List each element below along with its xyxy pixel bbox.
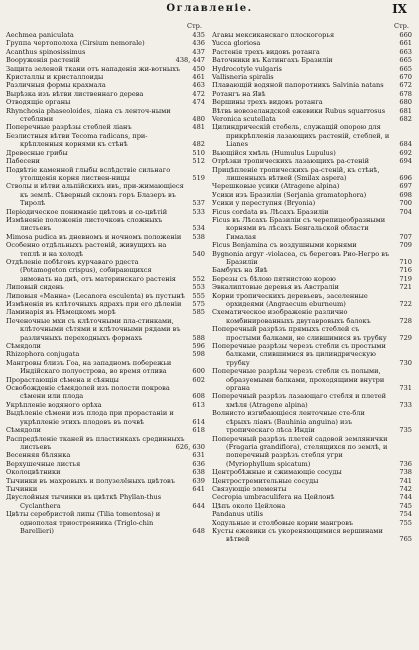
toc-entry-title: Черешковые усики (Atragene alpina)	[212, 182, 340, 191]
toc-entry-page: 719	[399, 274, 412, 283]
toc-entry-title: Корни тропическихъ деревьевъ, заселенные орхидеями (Angraecum eburneum)	[212, 291, 368, 308]
toc-entry	[212, 216, 412, 241]
toc-entry-title: Цѣпъ около Цейлона	[212, 501, 286, 510]
toc-entry-title: Липовый сидень	[6, 283, 64, 292]
toc-entry-title: Весенняя бѣлянка	[6, 451, 71, 460]
toc-entry-page: 672	[399, 81, 412, 90]
toc-entry-title: Центробѣжные и сжимающіе сосуды	[212, 468, 342, 477]
toc-entry-title: Тычинки	[6, 484, 38, 493]
toc-entry-title: Различныя формы крахмала	[6, 81, 106, 90]
toc-entry-page: 636	[192, 459, 205, 468]
toc-entry	[6, 317, 205, 342]
toc-entry-page: 588	[192, 333, 205, 342]
toc-entry-title: Ficus Benjamina съ воздушными корнями	[212, 241, 357, 250]
right-entry-list	[212, 31, 412, 544]
toc-entry-title: Вооруженія растеній	[6, 56, 80, 65]
toc-entry-page: 474	[192, 98, 205, 107]
toc-entry-page: 754	[399, 510, 412, 519]
right-column-label: Стр.	[393, 22, 409, 30]
toc-entry-title: Acanthus spinosissimus	[6, 47, 86, 56]
toc-entry-title: Плавающій водяной папоротникъ Salvinia natans	[212, 81, 384, 90]
toc-entry	[212, 115, 412, 123]
toc-entry-title: Вѣтвь новозеландской ежевики Rubus squarrosus	[212, 106, 386, 115]
toc-entry-title: Ваточники въ Катингахъ Бразиліи	[212, 56, 333, 65]
toc-entry	[6, 384, 205, 401]
left-column-label: Стр.	[186, 22, 202, 30]
toc-entry-page: 461	[192, 73, 205, 82]
toc-entry	[212, 208, 412, 216]
toc-entry-page: 692	[399, 148, 412, 157]
toc-entry	[6, 132, 205, 149]
toc-entry-page: 710	[399, 257, 412, 266]
toc-entry-page: 438, 447	[175, 56, 205, 65]
toc-entry	[6, 233, 205, 241]
toc-entry	[6, 166, 205, 183]
toc-entry-title: Поперечные разрѣзы черезъ стебли съ полыми, образуемыми балками, проходящими внутри органа	[212, 367, 385, 393]
toc-entry-page: 731	[399, 384, 412, 393]
left-entry-list	[6, 31, 205, 535]
toc-entry-page: 741	[399, 476, 412, 485]
toc-entry-title: Мангровы близъ Гоа, на западномъ побережьи Индійскаго полуострова, во время отлива	[6, 358, 172, 376]
toc-entry-title: Cecropia umbraculifera на Цейлонѣ	[212, 493, 335, 502]
toc-entry-page: 696	[399, 173, 412, 182]
toc-entry	[6, 510, 205, 535]
toc-entry-title: Околоцвѣтники	[6, 468, 61, 477]
toc-entry-title: Эвкалиптовые деревья въ Австраліи	[212, 283, 339, 292]
toc-entry-title: Сѣмядоли	[6, 426, 41, 435]
toc-entry-title: Распредѣленіе тканей въ пластинкахъ срединныхъ листьевъ	[6, 434, 185, 451]
toc-entry-title: Сѣмядоли	[6, 342, 41, 351]
toc-entry	[6, 56, 205, 64]
toc-entry-page: 704	[399, 207, 412, 216]
toc-entry-title: Вьющійся хмѣль (Humulus Lupulus)	[212, 148, 336, 157]
toc-entry-page: 733	[399, 400, 412, 409]
toc-entry-title: Yucca gloriosa	[212, 39, 261, 48]
toc-entry	[212, 485, 412, 493]
right-column	[212, 22, 412, 544]
toc-entry	[212, 166, 412, 183]
toc-entry-title: Поперечные разрѣзы черезъ стебли съ простыми балками, слившимися въ цилиндрическую трубку	[212, 342, 386, 367]
toc-entry-page: 626, 630	[175, 442, 205, 451]
toc-entry-title: Растенія трехъ видовъ ротанга	[212, 47, 320, 56]
toc-entry-page: 585	[192, 308, 205, 317]
toc-entry-page: 728	[399, 316, 412, 325]
toc-entry-title: Цвѣты серебристой липы (Tilia tomentosa) и однополая триостренника (Triglo-chin Barellieri)	[6, 510, 161, 535]
toc-entry-page: 534	[192, 224, 205, 233]
toc-entry-title: Измѣненіе положенія листочковъ сложныхъ листьевъ	[6, 215, 163, 233]
toc-entry	[6, 468, 205, 476]
toc-entry	[6, 208, 205, 216]
toc-entry	[6, 485, 205, 493]
toc-entry-title: Печеночные мхи съ клѣточными пла-стинками, клѣточными сѣтями и клѣточными рядами въ различныхъ переходныхъ формахъ	[6, 316, 181, 342]
toc-entry	[212, 342, 412, 367]
toc-entry-page: 575	[192, 300, 205, 308]
toc-entry-title: Прорастающія сѣмена и сѣянцы	[6, 375, 119, 384]
toc-entry-page: 538	[192, 232, 205, 241]
toc-entry	[212, 435, 412, 469]
toc-entry-title: Отдѣленіе побѣговъ курчаваго рдеста (Potamogeton crispus), собирающихся зимовать на днѣ, отъ материнскаго растенія	[6, 257, 176, 283]
toc-entry	[6, 31, 205, 39]
toc-entry	[212, 81, 412, 89]
toc-entry-title: Усики изъ Бразиліи (Serjania gramatophora)	[212, 190, 367, 199]
toc-entry	[212, 56, 412, 64]
toc-entry	[212, 90, 412, 98]
toc-entry	[212, 65, 412, 73]
toc-entry	[212, 392, 412, 409]
toc-entry-page: 670	[399, 73, 412, 82]
toc-entry-title: Подвѣтіе каменной глыбы вслѣдствіе сильнаго утолщенія корня листвен-ницы	[6, 165, 171, 182]
toc-entry	[212, 292, 412, 309]
toc-entry	[6, 493, 205, 510]
toc-entry	[6, 350, 205, 358]
toc-entry-title: Тычинки въ махровыхъ и полузелёныхъ цвѣтовъ	[6, 476, 175, 485]
toc-entry	[6, 342, 205, 350]
toc-entry	[212, 241, 412, 249]
toc-entry-page: 755	[399, 518, 412, 527]
toc-entry-page: 644	[192, 501, 205, 510]
toc-entry-page: 648	[192, 526, 205, 535]
toc-entry-page: 537	[192, 199, 205, 208]
toc-entry	[6, 98, 205, 106]
toc-entry-title: Pandanus utilis	[212, 510, 264, 519]
toc-entry-page: 680	[399, 98, 412, 107]
toc-entry-title: Отрѣзки тропическихъ лазающихъ ра-стеній	[212, 157, 370, 166]
toc-entry-title: Освобожденіе сѣмядолей изъ полости покрова сѣмени или плода	[6, 384, 170, 401]
toc-entry	[212, 107, 412, 115]
toc-entry	[212, 477, 412, 485]
page-title: Оглавленіе.	[166, 3, 253, 14]
page-header	[0, 3, 419, 19]
toc-entry	[6, 123, 205, 131]
toc-entry	[6, 460, 205, 468]
toc-entry	[212, 39, 412, 47]
toc-entry-title: Бамбукъ на Явѣ	[212, 266, 268, 275]
toc-entry-page: 716	[399, 266, 412, 275]
toc-entry-title: Поперечные разрѣзы стеблей ліанъ	[6, 123, 132, 132]
toc-entry-title: Ficus cordata въ Лѣсахъ Бразиліи	[212, 207, 329, 216]
toc-entry-title: Кусты ежевики съ укореняющимися вершинами вѣтвей	[212, 526, 383, 544]
toc-entry-page: 480	[192, 115, 205, 124]
toc-entry-title: Вырѣзка изъ вѣтви лиственнаго дерева	[6, 89, 144, 98]
toc-entry-page: 450	[192, 64, 205, 73]
toc-entry-title: Вершины трехъ видовъ ротанга	[212, 98, 323, 107]
toc-entry	[212, 527, 412, 544]
toc-entry-title: Защита зеленой ткани отъ нападенія жи-вотныхъ	[6, 64, 181, 73]
toc-entry-page: 730	[399, 358, 412, 367]
toc-entry-page: 697	[399, 182, 412, 191]
toc-entry-title: Древесные грибы	[6, 148, 68, 157]
toc-entry	[6, 401, 205, 409]
toc-entry-page: 436	[192, 39, 205, 48]
toc-entry-page: 482	[192, 140, 205, 149]
toc-entry-title: Группа чертополоха (Cirsium nemorale)	[6, 39, 145, 48]
toc-entry-title: Hydrocotyle vulgaris	[212, 64, 282, 73]
toc-entry	[212, 73, 412, 81]
toc-entry	[6, 65, 205, 73]
toc-entry-title: Безлистныя вѣтви Tecoma radicans, при-крѣпленныя корнями къ стѣнѣ	[6, 131, 148, 149]
toc-entry	[212, 191, 412, 199]
toc-entry-page: 510	[192, 148, 205, 157]
toc-entry-page: 745	[399, 501, 412, 510]
toc-entry-title: Волнисто изгибающіеся ленточные сте-бли сѣрыхъ ліанъ (Bauhinia anguina) изъ тропическаго лѣса Индіи	[212, 409, 365, 435]
toc-entry-page: 540	[192, 249, 205, 258]
toc-entry-title: Ходульные и столбовые корни мангровъ	[212, 518, 354, 527]
toc-entry-title: Березы съ бѣлою пятнистою корою	[212, 274, 336, 283]
toc-entry-title: Агавы мексиканскаго плоскогорья	[212, 31, 335, 39]
toc-entry	[212, 182, 412, 190]
toc-entry-page: 437	[192, 47, 205, 56]
toc-entry-title: Связующіе элементы	[212, 484, 287, 493]
toc-entry-title: Rhynchosia phaseoloides, ліана съ ленточ-ными стеблями	[6, 106, 171, 124]
toc-entry-title: Поперечный разрѣзъ прямыхъ стеблей съ простыми балками, не слившимися въ трубку	[212, 325, 387, 342]
toc-entry-page: 735	[399, 426, 412, 435]
toc-entry	[212, 98, 412, 106]
toc-entry-page: 678	[399, 89, 412, 98]
toc-entry-title: Отводящіе органы	[6, 98, 71, 107]
toc-entry	[6, 39, 205, 47]
toc-entry-page: 660	[399, 31, 412, 39]
toc-entry	[212, 308, 412, 325]
toc-entry-title: Схематическое изображеніе различно комбинированныхъ двутавровыхъ балокъ	[212, 308, 371, 325]
toc-entry	[212, 275, 412, 283]
toc-entry-page: 519	[192, 173, 205, 182]
toc-entry-title: Bygnonia argyr -violacea, съ береговъ Рио-Негро въ Бразиліи	[212, 249, 390, 266]
toc-entry	[212, 325, 412, 342]
toc-entry	[212, 123, 412, 148]
toc-entry	[6, 81, 205, 89]
toc-entry-title: Прицѣпленіе тропическихъ ра-стеній, къ стѣнѣ, лишенныхъ вѣтвей (Smilax aspera)	[212, 165, 380, 182]
toc-entry	[6, 435, 205, 452]
toc-entry-page: 700	[399, 199, 412, 208]
toc-entry-title: Стволы и вѣтви альпійскихъ ивъ, при-жимающіеся къ землѣ. Сѣверный склонъ горъ Блазеръ въ Тиролѣ	[6, 182, 184, 208]
toc-entry-title: Усики у переступня (Bryonia)	[212, 199, 316, 208]
toc-entry	[6, 308, 205, 316]
toc-entry-title: Измѣненія въ клѣточныхъ ядрахъ при его дѣленіи	[6, 300, 182, 308]
toc-entry	[6, 182, 205, 207]
toc-entry-page: 641	[192, 484, 205, 493]
toc-entry-title: Верхушечные листья	[6, 459, 81, 468]
toc-entry-title: Цилиндрическій стебель, служащій опорою для прикрѣпленія лазающихъ растеній, стеблей, и Lianes	[212, 123, 390, 149]
toc-entry	[212, 31, 412, 39]
toc-entry-title: Укрѣпленіе водяного орѣха	[6, 400, 102, 409]
toc-entry-title: Vallisneria spiralis	[212, 73, 274, 82]
toc-entry-page: 744	[399, 493, 412, 502]
toc-entry	[6, 241, 205, 258]
toc-entry-page: 665	[399, 64, 412, 73]
toc-entry-title: Aechmea paniculata	[6, 31, 74, 39]
toc-entry-title: Mimosa pudica въ дневномъ и ночномъ положеніи	[6, 232, 182, 241]
toc-entry	[6, 292, 205, 300]
toc-entry-title: Veronica scutellata	[212, 115, 276, 124]
toc-entry-title: Двуслойныя тычинки въ цвѣткѣ Phyllan-thus Cyclanthera	[6, 493, 162, 510]
toc-entry-page: 682	[399, 115, 412, 124]
toc-entry	[212, 283, 412, 291]
toc-entry-page: 435	[192, 31, 205, 39]
toc-entry	[6, 409, 205, 426]
toc-entry-page: 472	[192, 89, 205, 98]
toc-entry-title: Поперечный разрѣзъ плетей садовой землянички (Fragaria grandiflora), стелящихся по землѣ, и поперечный разрѣзъ стебля угри (Myriophyllum spicatum)	[212, 434, 388, 468]
toc-entry	[6, 149, 205, 157]
toc-entry-page: 729	[399, 333, 412, 342]
toc-entry-page: 555	[192, 291, 205, 300]
toc-entry-title: Ficus въ Лѣсахъ Бразиліи съ черепицеобразными корнями въ лѣсахъ Бенгальской области Гималая	[212, 215, 386, 241]
toc-entry	[6, 376, 205, 384]
toc-entry-page: 600	[192, 367, 205, 376]
toc-entry-page: 512	[192, 157, 205, 166]
toc-entry-title: Rhizophora conjugata	[6, 350, 80, 359]
toc-entry	[212, 199, 412, 207]
toc-entry-page: 738	[399, 468, 412, 477]
toc-entry	[212, 250, 412, 267]
toc-entry	[212, 266, 412, 274]
toc-entry-page: 598	[192, 350, 205, 359]
toc-entry-page: 602	[192, 375, 205, 384]
toc-entry	[6, 283, 205, 291]
page-number: IX	[392, 2, 407, 16]
toc-entry-title: Пабесени	[6, 157, 40, 166]
toc-entry-page: 707	[399, 232, 412, 241]
toc-entry-title: Липовыя «Манна» (Lecanora esculenta) въ пустынѣ	[6, 291, 185, 300]
toc-entry	[6, 300, 205, 308]
toc-entry-page: 631	[192, 451, 205, 460]
toc-entry-page: 721	[399, 283, 412, 292]
toc-entry-page: 618	[192, 426, 205, 435]
toc-entry	[212, 367, 412, 392]
toc-entry-page: 765	[399, 535, 412, 544]
toc-entry	[6, 73, 205, 81]
toc-entry-page: 639	[192, 476, 205, 485]
toc-entry-page: 552	[192, 274, 205, 283]
toc-entry-page: 694	[399, 157, 412, 166]
toc-entry-page: 663	[399, 47, 412, 56]
toc-entry	[6, 451, 205, 459]
toc-entry	[6, 216, 205, 233]
toc-entry	[6, 48, 205, 56]
toc-entry	[6, 90, 205, 98]
toc-entry-page: 533	[192, 207, 205, 216]
toc-entry-page: 463	[192, 81, 205, 90]
toc-entry-page: 608	[192, 392, 205, 401]
toc-entry	[212, 502, 412, 510]
toc-entry-title: Періодическое пониманіе цвѣтовъ и со-цвѣтій	[6, 207, 168, 216]
toc-entry-page: 698	[399, 190, 412, 199]
toc-entry	[6, 359, 205, 376]
toc-entry	[6, 477, 205, 485]
toc-entry	[212, 468, 412, 476]
toc-entry-page: 481	[192, 123, 205, 132]
toc-entry-title: Поперечный разрѣзъ лазающаго стебля и плетей хмѣля (Atragene alpina)	[212, 392, 387, 409]
toc-entry-page: 596	[192, 342, 205, 351]
toc-entry-page: 722	[399, 300, 412, 308]
toc-entry	[6, 157, 205, 165]
left-column	[6, 22, 205, 535]
toc-entry	[6, 107, 205, 124]
toc-entry	[212, 510, 412, 518]
toc-entry	[212, 493, 412, 501]
toc-entry-title: Выдѣленіе сѣмени изъ плода при прорастаніи и укрѣпленіе этихъ плодовъ въ почвѣ	[6, 409, 174, 426]
toc-entry	[212, 149, 412, 157]
toc-entry-title: Особенно отдѣльныхъ растеній, живущихъ на теплѣ и на холодѣ	[6, 241, 167, 258]
toc-entry-title: Центростремительные сосуды	[212, 476, 319, 485]
toc-entry-page: 736	[399, 459, 412, 468]
toc-entry-page: 553	[192, 283, 205, 292]
toc-entry-page: 661	[399, 39, 412, 48]
toc-entry-page: 614	[192, 417, 205, 426]
toc-entry-page: 613	[192, 400, 205, 409]
toc-entry-title: Ламинарія въ Нѣмецкомъ морѣ	[6, 308, 116, 317]
toc-entry-title: Кристаллы и кристаллоиды	[6, 73, 104, 82]
toc-entry-page: 709	[399, 241, 412, 250]
toc-entry	[212, 409, 412, 434]
toc-entry	[212, 48, 412, 56]
toc-entry-page: 665	[399, 56, 412, 65]
toc-entry-page: 742	[399, 484, 412, 493]
toc-entry	[6, 258, 205, 283]
toc-entry-page: 684	[399, 140, 412, 149]
toc-entry	[212, 519, 412, 527]
toc-entry	[212, 157, 412, 165]
toc-entry-title: Ротангъ на Явѣ	[212, 89, 266, 98]
toc-entry-page: 638	[192, 468, 205, 477]
toc-entry-page: 681	[399, 106, 412, 115]
toc-entry	[6, 426, 205, 434]
